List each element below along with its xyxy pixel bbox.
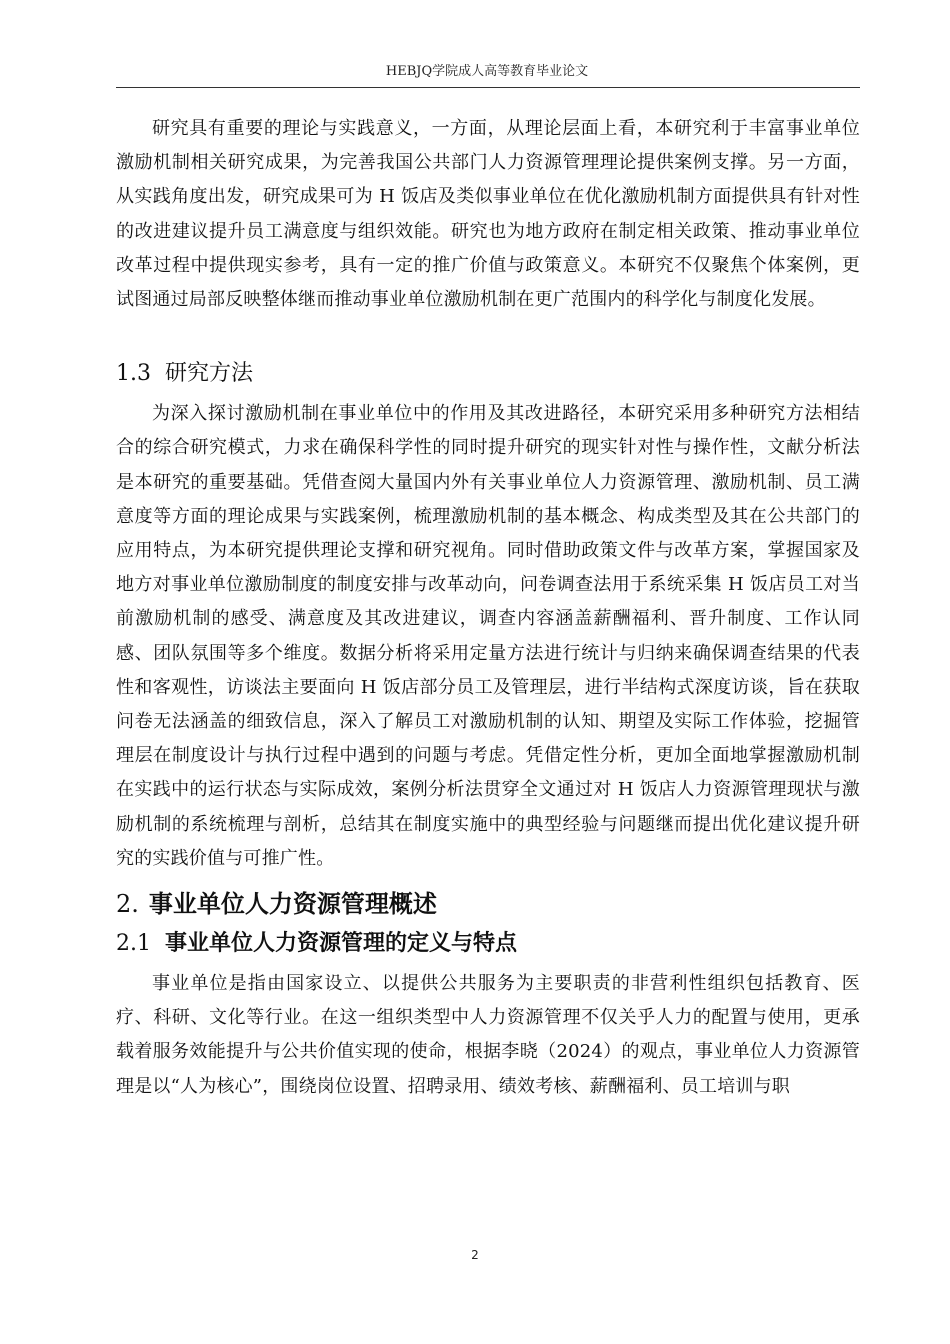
paragraph-definition: 事业单位是指由国家设立、以提供公共服务为主要职责的非营利性组织包括教育、医疗、科研、文化等行业。在这一组织类型中人力资源管理不仅关乎人力的配置与使用，更承载着服务效能提升与公共价值实现的使命，根据李晓（2024）的观点，事业单位人力资源管理是以“人为核心”，围绕岗位设置、招聘录用、绩效考核、薪酬福利、员工培训与职 [116,973,860,1097]
chapter-number: 2. [116,890,139,919]
paragraph-research-methods: 为深入探讨激励机制在事业单位中的作用及其改进路径，本研究采用多种研究方法相结合的综合研究模式，力求在确保科学性的同时提升研究的现实针对性与操作性，文献分析法是本研究的重要基础。凭借查阅大量国内外有关事业单位人力资源管理、激励机制、员工满意度等方面的理论成果与实践案例，梳理激励机制的基本概念、构成类型及其在公共部门的应用特点，为本研究提供理论支撑和研究视角。同时借助政策文件与改革方案，掌握国家及地方对事业单位激励制度的制度安排与改革动向，问卷调查法用于系统采集 H 饭店员工对当前激励机制的感受、满意度及其改进建议，调查内容涵盖薪酬福利、晋升制度、工作认同感、团队氛围等多个维度。数据分析将采用定量方法进行统计与归纳来确保调查结果的代表性和客观性，访谈法主要面向 H 饭店部分员工及管理层，进行半结构式深度访谈，旨在获取问卷无法涵盖的细致信息，深入了解员工对激励机制的认知、期望及实际工作体验，挖掘管理层在制度设计与执行过程中遇到的问题与考虑。凭借定性分析，更加全面地掌握激励机制在实践中的运行状态与实际成效，案例分析法贯穿全文通过对 H 饭店人力资源管理现状与激励机制的系统梳理与剖析，总结其在制度实施中的典型经验与问题继而提出优化建议提升研究的实践价值与可推广性。 [116,403,860,869]
chapter-title: 事业单位人力资源管理概述 [148,889,437,919]
page-body [116,112,860,1104]
section-number: 1.3 [116,361,151,387]
section-number: 2.1 [116,931,151,957]
paragraph-research-significance: 研究具有重要的理论与实践意义，一方面，从理论层面上看，本研究利于丰富事业单位激励机制相关研究成果，为完善我国公共部门人力资源管理理论提供案例支撑。另一方面，从实践角度出发，研究成果可为 H 饭店及类似事业单位在优化激励机制方面提供具有针对性的改进建议提升员工满意度与组织效能。研究也为地方政府在制定相关政策、推动事业单位改革过程中提供现实参考，具有一定的推广价值与政策意义。本研究不仅聚焦个体案例，更试图通过局部反映整体继而推动事业单位激励机制在更广范围内的科学化与制度化发展。 [116,118,860,311]
chapter-heading-2 [116,888,860,920]
running-header: HEBJQ学院成人高等教育毕业论文 [385,64,589,79]
page-number: 2 [471,1248,479,1262]
section-title: 事业单位人力资源管理的定义与特点 [165,930,518,957]
section-heading-2-1 [116,928,860,959]
section-title: 研究方法 [165,361,254,387]
header-divider [116,87,860,88]
section-heading-1-3 [116,359,860,389]
